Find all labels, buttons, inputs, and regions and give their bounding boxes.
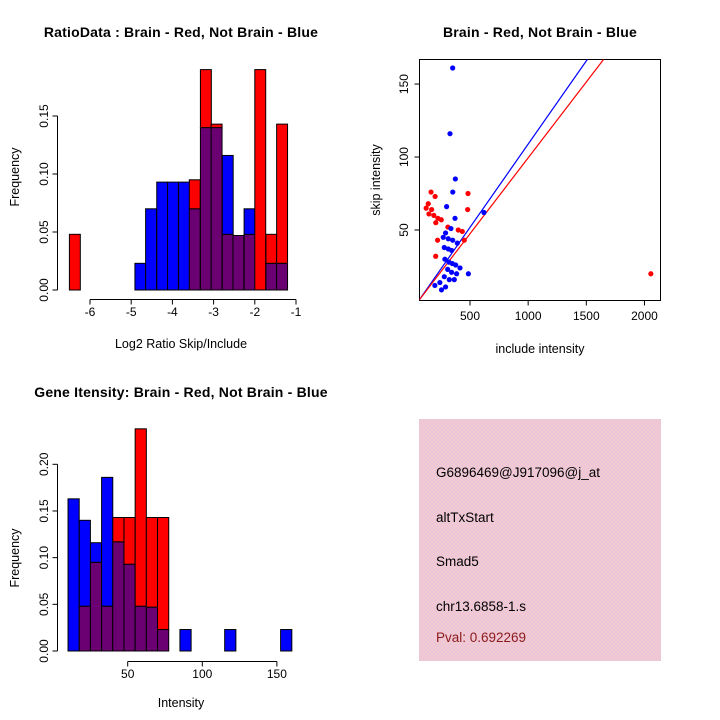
scatter-point-blue — [444, 204, 449, 209]
gene-hist-ylabel: Frequency — [8, 528, 22, 588]
y-tick-label: 0.20 — [37, 452, 51, 476]
scatter-point-blue — [439, 287, 444, 292]
y-tick-label: 100 — [397, 147, 411, 168]
gene-hist-title: Gene Itensity: Brain - Red, Not Brain - Blue — [34, 384, 328, 400]
ratio-hist-ylabel: Frequency — [8, 147, 22, 207]
y-tick-label: 0.15 — [37, 499, 51, 523]
gene-name-text: Smad5 — [436, 554, 479, 569]
scatter-point-red — [428, 189, 433, 194]
x-tick-label: -6 — [84, 305, 96, 319]
hist-bar-overlap — [233, 235, 244, 290]
hist-bar-blue — [68, 499, 79, 651]
hist-bar-red — [255, 70, 266, 290]
ratio-hist-xlabel: Log2 Ratio Skip/Include — [114, 337, 248, 351]
hist-bar-overlap — [266, 263, 277, 290]
hist-bar-blue — [179, 182, 190, 290]
y-tick-label: 0.05 — [37, 220, 51, 244]
x-tick-label: 150 — [266, 667, 287, 681]
scatter-point-blue — [432, 283, 437, 288]
hist-bar-overlap — [222, 234, 233, 290]
hist-bar-overlap — [135, 606, 146, 651]
scatter-title: Brain - Red, Not Brain - Blue — [442, 24, 638, 40]
scatter-point-blue — [449, 270, 454, 275]
y-tick-label: 0.00 — [37, 278, 51, 302]
hist-bar-blue — [222, 155, 233, 234]
scatter-point-red — [426, 201, 431, 206]
scatter-point-blue — [481, 210, 486, 215]
hist-bar-overlap — [124, 564, 135, 651]
scatter-point-red — [429, 207, 434, 212]
ratio_histogram — [37, 70, 302, 319]
scatter-point-red — [433, 254, 438, 259]
scatter-point-blue — [447, 131, 452, 136]
hist-bar-red — [189, 180, 200, 209]
skip_vs_include_scatter — [397, 59, 661, 323]
hist-bar-red — [266, 234, 277, 263]
hist-bar-red — [124, 518, 135, 565]
hist-bar-blue — [135, 263, 146, 290]
scatter-point-red — [465, 207, 470, 212]
pval-text: Pval: 0.692269 — [436, 630, 527, 645]
scatter-point-blue — [446, 236, 451, 241]
scatter-point-blue — [450, 65, 455, 70]
scatter-point-red — [460, 229, 465, 234]
scatter-point-blue — [448, 226, 453, 231]
scatter-point-red — [439, 217, 444, 222]
x-tick-label: -4 — [167, 305, 178, 319]
y-tick-label: 150 — [397, 74, 411, 95]
hist-bar-blue — [146, 209, 157, 290]
hist-bar-overlap — [200, 128, 211, 290]
hist-bar-red — [146, 518, 157, 608]
x-tick-label: -3 — [208, 305, 219, 319]
x-tick-label: 2000 — [631, 309, 658, 323]
hist-bar-overlap — [146, 607, 157, 651]
hist-bar-red — [135, 429, 146, 606]
scatter-xlabel: include intensity — [495, 342, 585, 356]
hist-bar-blue — [225, 630, 236, 651]
hist-bar-blue — [281, 630, 292, 651]
scatter-point-red — [462, 238, 467, 243]
locus-text: chr13.6858-1.s — [436, 599, 527, 614]
x-tick-label: -5 — [125, 305, 137, 319]
hist-bar-blue — [102, 477, 113, 606]
gene_intensity_histogram — [37, 429, 292, 681]
event-type-text: altTxStart — [436, 510, 494, 525]
scatter-point-red — [426, 211, 431, 216]
x-tick-label: 1000 — [514, 309, 542, 323]
x-tick-label: 500 — [459, 309, 481, 323]
hist-bar-red — [113, 518, 124, 542]
probe-id-text: G6896469@J917096@j_at — [436, 465, 601, 480]
hist-bar-overlap — [90, 562, 101, 651]
scatter-point-blue — [452, 277, 457, 282]
scatter-point-blue — [441, 235, 446, 240]
scatter-point-blue — [457, 265, 462, 270]
y-tick-label: 0.10 — [37, 162, 51, 186]
hist-bar-overlap — [113, 542, 124, 651]
x-tick-label: 100 — [192, 667, 213, 681]
scatter-point-blue — [453, 262, 458, 267]
hist-bar-red — [211, 124, 222, 127]
scatter-point-red — [435, 238, 440, 243]
scatter-point-blue — [452, 216, 457, 221]
x-tick-label: 50 — [121, 667, 135, 681]
hist-bar-overlap — [79, 606, 90, 651]
scatter-point-blue — [447, 277, 452, 282]
fit-line-not-brain-fit — [419, 59, 587, 300]
scatter-point-blue — [449, 248, 454, 253]
hist-bar-overlap — [277, 263, 288, 290]
x-tick-label: 1500 — [572, 309, 600, 323]
scatter-point-red — [465, 191, 470, 196]
y-tick-label: 0.10 — [37, 545, 51, 570]
hist-bar-overlap — [244, 234, 255, 290]
scatter-point-blue — [450, 189, 455, 194]
hist-bar-blue — [244, 209, 255, 235]
scatter-point-blue — [443, 230, 448, 235]
hist-bar-blue — [79, 520, 90, 606]
scatter-point-blue — [453, 176, 458, 181]
scatter-point-blue — [454, 271, 459, 276]
gene-hist-xlabel: Intensity — [157, 696, 205, 710]
scatter-point-blue — [450, 238, 455, 243]
hist-bar-blue — [180, 630, 191, 651]
ratio-hist-title: RatioData : Brain - Red, Not Brain - Blue — [43, 24, 319, 40]
hist-bar-red — [277, 124, 288, 263]
y-tick-label: 0.05 — [37, 592, 51, 617]
hist-bar-red — [200, 70, 211, 128]
hist-bar-red — [158, 518, 169, 630]
scatter-ylabel: skip intensity — [369, 144, 383, 216]
y-tick-label: 0.00 — [37, 639, 51, 663]
scatter-point-red — [648, 271, 653, 276]
y-tick-label: 50 — [397, 223, 411, 237]
hist-bar-blue — [90, 543, 101, 563]
scatter-point-blue — [437, 280, 442, 285]
hist-bar-overlap — [211, 128, 222, 290]
scatter-point-blue — [466, 271, 471, 276]
hist-bar-blue — [157, 182, 168, 290]
hist-bar-overlap — [158, 630, 169, 651]
x-tick-label: -1 — [290, 305, 302, 319]
hist-bar-overlap — [189, 209, 200, 290]
scatter-point-red — [433, 194, 438, 199]
scatter-point-blue — [455, 241, 460, 246]
hist-bar-overlap — [102, 606, 113, 651]
gene-info-box — [419, 419, 661, 661]
hist-bar-blue — [167, 182, 178, 290]
x-tick-label: -2 — [249, 305, 261, 319]
fit-line-brain-fit — [419, 59, 604, 300]
hist-bar-red — [69, 234, 80, 290]
scatter-point-blue — [442, 274, 447, 279]
y-tick-label: 0.15 — [37, 104, 51, 128]
